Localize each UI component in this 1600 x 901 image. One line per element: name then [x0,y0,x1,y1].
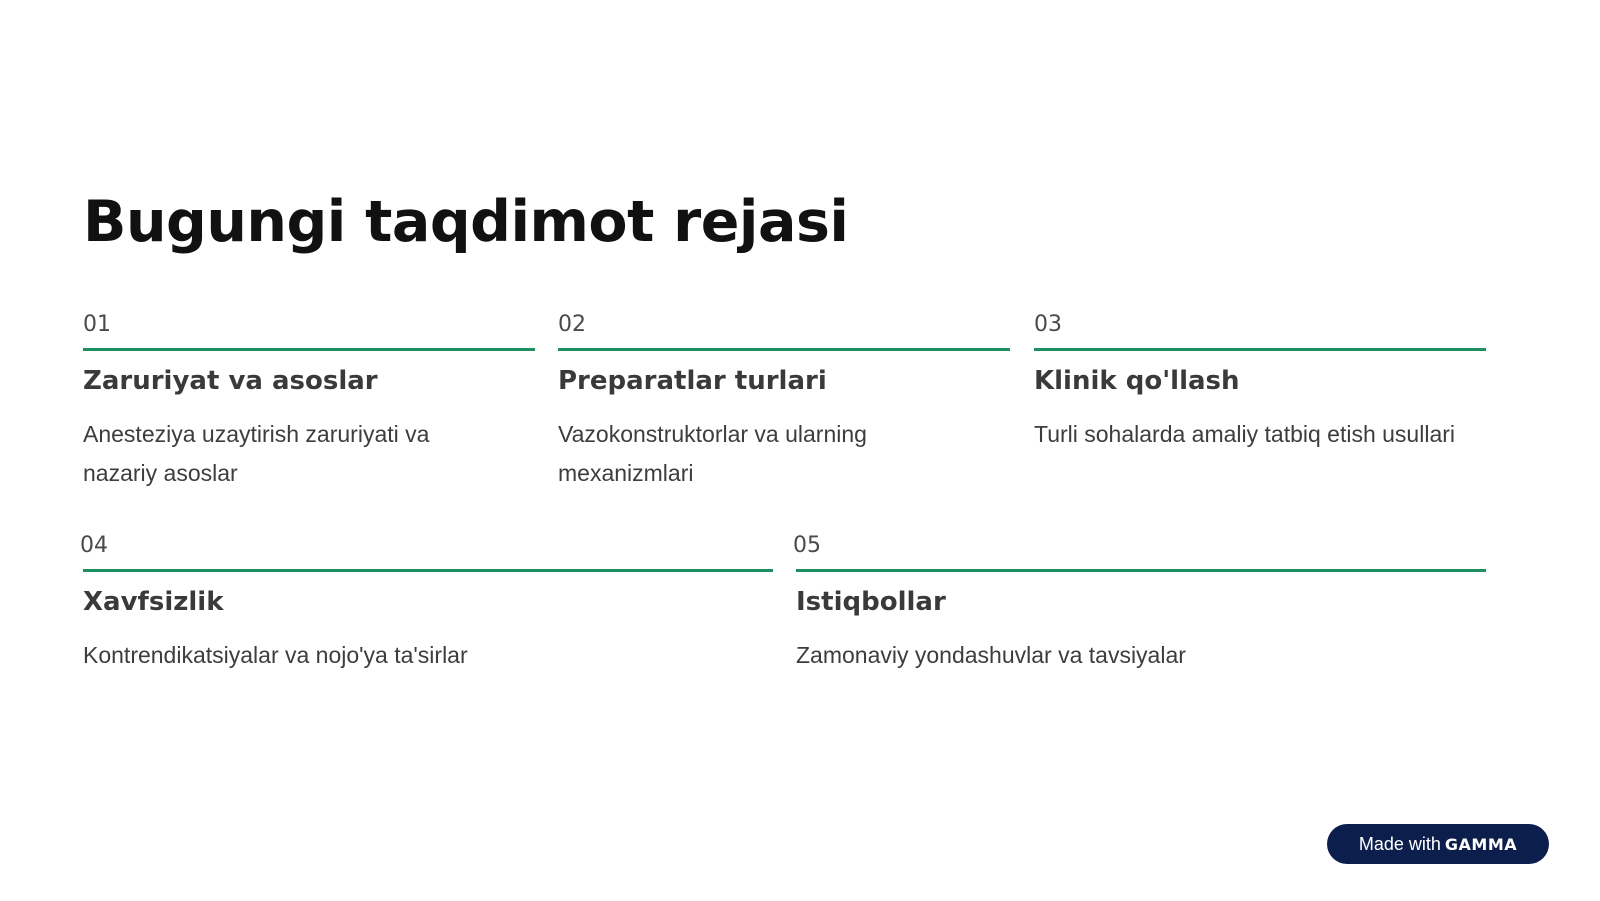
agenda-item-01 [83,314,535,504]
agenda-item-03 [1034,314,1486,504]
agenda-item-04 [80,533,773,685]
item-title: Preparatlar turlari [558,366,827,396]
accent-divider [83,569,773,572]
item-number: 01 [83,312,111,337]
accent-divider [83,348,535,351]
accent-divider [558,348,1010,351]
item-number: 04 [80,533,108,558]
item-description: Vazokonstruktorlar va ularning mexanizmlari [558,421,867,486]
item-number: 02 [558,312,586,337]
agenda-item-02 [558,314,1010,504]
gamma-logo: GAMMA [1444,834,1518,854]
made-with-gamma-badge[interactable] [1327,824,1549,864]
page-title: Bugungi taqdimot rejasi [83,189,849,255]
accent-divider [1034,348,1486,351]
item-description: Anesteziya uzaytirish zaruriyati va nazariy asoslar [83,421,430,486]
accent-divider [796,569,1486,572]
item-title: Xavfsizlik [83,587,224,617]
agenda-item-05 [793,533,1486,685]
badge-prefix: Made with [1358,833,1441,854]
item-description: Zamonaviy yondashuvlar va tavsiyalar [796,642,1186,668]
item-title: Klinik qo'llash [1034,366,1240,396]
item-number: 05 [793,533,821,558]
item-description: Kontrendikatsiyalar va nojo'ya ta'sirlar [83,642,468,668]
item-title: Zaruriyat va asoslar [83,366,378,396]
item-number: 03 [1034,312,1062,337]
item-description: Turli sohalarda amaliy tatbiq etish usullari [1034,421,1456,447]
item-title: Istiqbollar [796,587,946,617]
